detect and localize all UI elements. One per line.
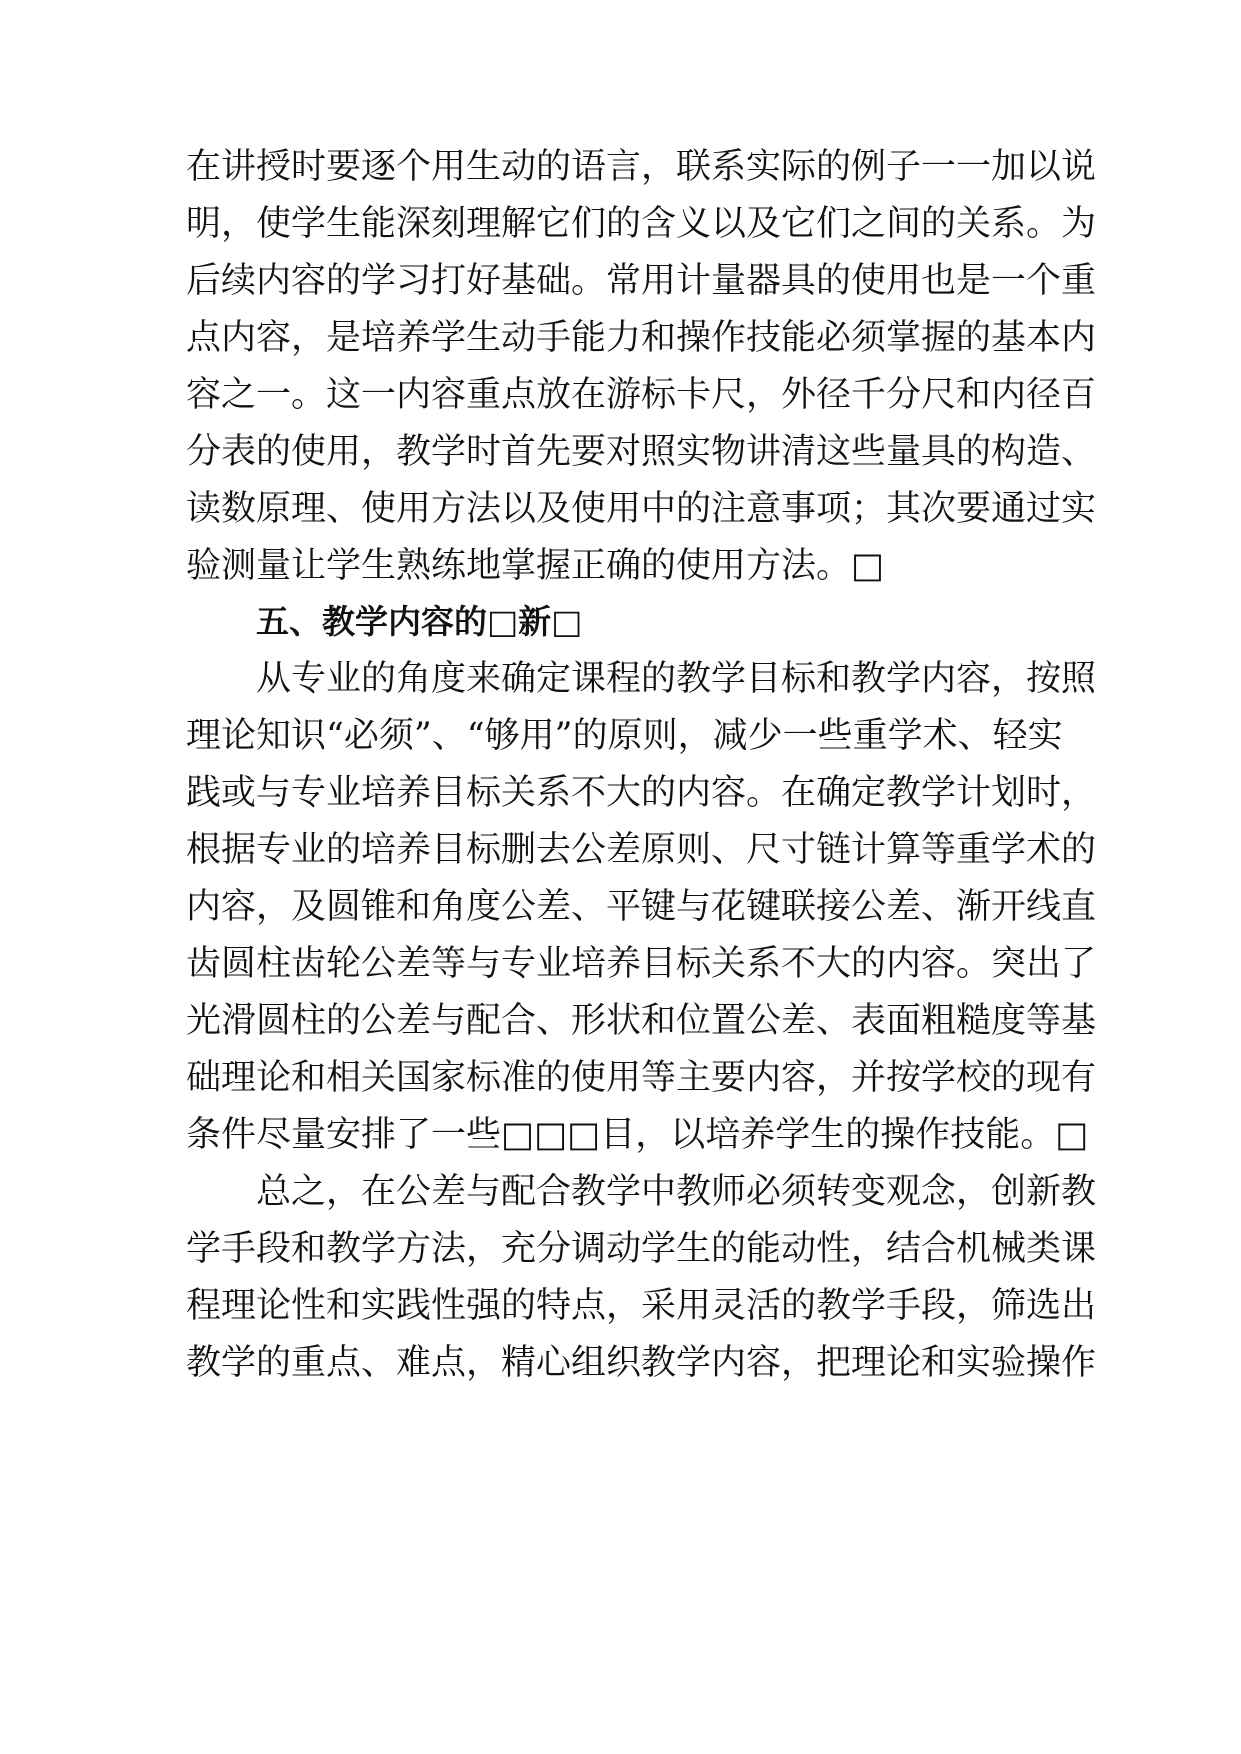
paragraph-line: 读数原理、使用方法以及使用中的注意事项；其次要通过实 [186, 489, 1097, 529]
paragraph-line: 点内容，是培养学生动手能力和操作技能必须掌握的基本内 [186, 318, 1097, 358]
paragraph-line: 分表的使用，教学时首先要对照实物讲清这些量具的构造、 [186, 432, 1097, 472]
paragraph-line: 明，使学生能深刻理解它们的含义以及它们之间的关系。为 [186, 204, 1097, 244]
section-heading: 五、教学内容的□新□ [256, 602, 583, 641]
paragraph-line: 教学的重点、难点，精心组织教学内容，把理论和实验操作 [186, 1343, 1097, 1383]
paragraph-line: 学手段和教学方法，充分调动学生的能动性，结合机械类课 [186, 1229, 1097, 1269]
paragraph-line: 后续内容的学习打好基础。常用计量器具的使用也是一个重 [186, 261, 1097, 301]
paragraph-line: 容之一。这一内容重点放在游标卡尺，外径千分尺和内径百 [186, 375, 1097, 415]
paragraph-line: 根据专业的培养目标删去公差原则、尺寸链计算等重学术的 [186, 830, 1097, 870]
paragraph-line: 在讲授时要逐个用生动的语言，联系实际的例子一一加以说 [186, 147, 1097, 187]
paragraph-line: 程理论性和实践性强的特点，采用灵活的教学手段，筛选出 [186, 1286, 1097, 1326]
paragraph-line: 验测量让学生熟练地掌握正确的使用方法。□ [186, 546, 885, 586]
paragraph-line: 础理论和相关国家标准的使用等主要内容，并按学校的现有 [186, 1058, 1097, 1098]
paragraph-line: 践或与专业培养目标关系不大的内容。在确定教学计划时， [186, 773, 1097, 813]
paragraph-line: 总之，在公差与配合教学中教师必须转变观念，创新教 [256, 1172, 1097, 1212]
paragraph-line: 从专业的角度来确定课程的教学目标和教学内容，按照 [256, 659, 1097, 699]
paragraph-line: 齿圆柱齿轮公差等与专业培养目标关系不大的内容。突出了 [186, 944, 1097, 984]
paragraph-line: 内容，及圆锥和角度公差、平键与花键联接公差、渐开线直 [186, 887, 1097, 927]
paragraph-line: 理论知识“必须”、“够用”的原则，减少一些重学术、轻实 [186, 716, 1063, 756]
paragraph-line: 光滑圆柱的公差与配合、形状和位置公差、表面粗糙度等基 [186, 1001, 1097, 1041]
paragraph-line: 条件尽量安排了一些□□□目，以培养学生的操作技能。□ [186, 1115, 1089, 1155]
